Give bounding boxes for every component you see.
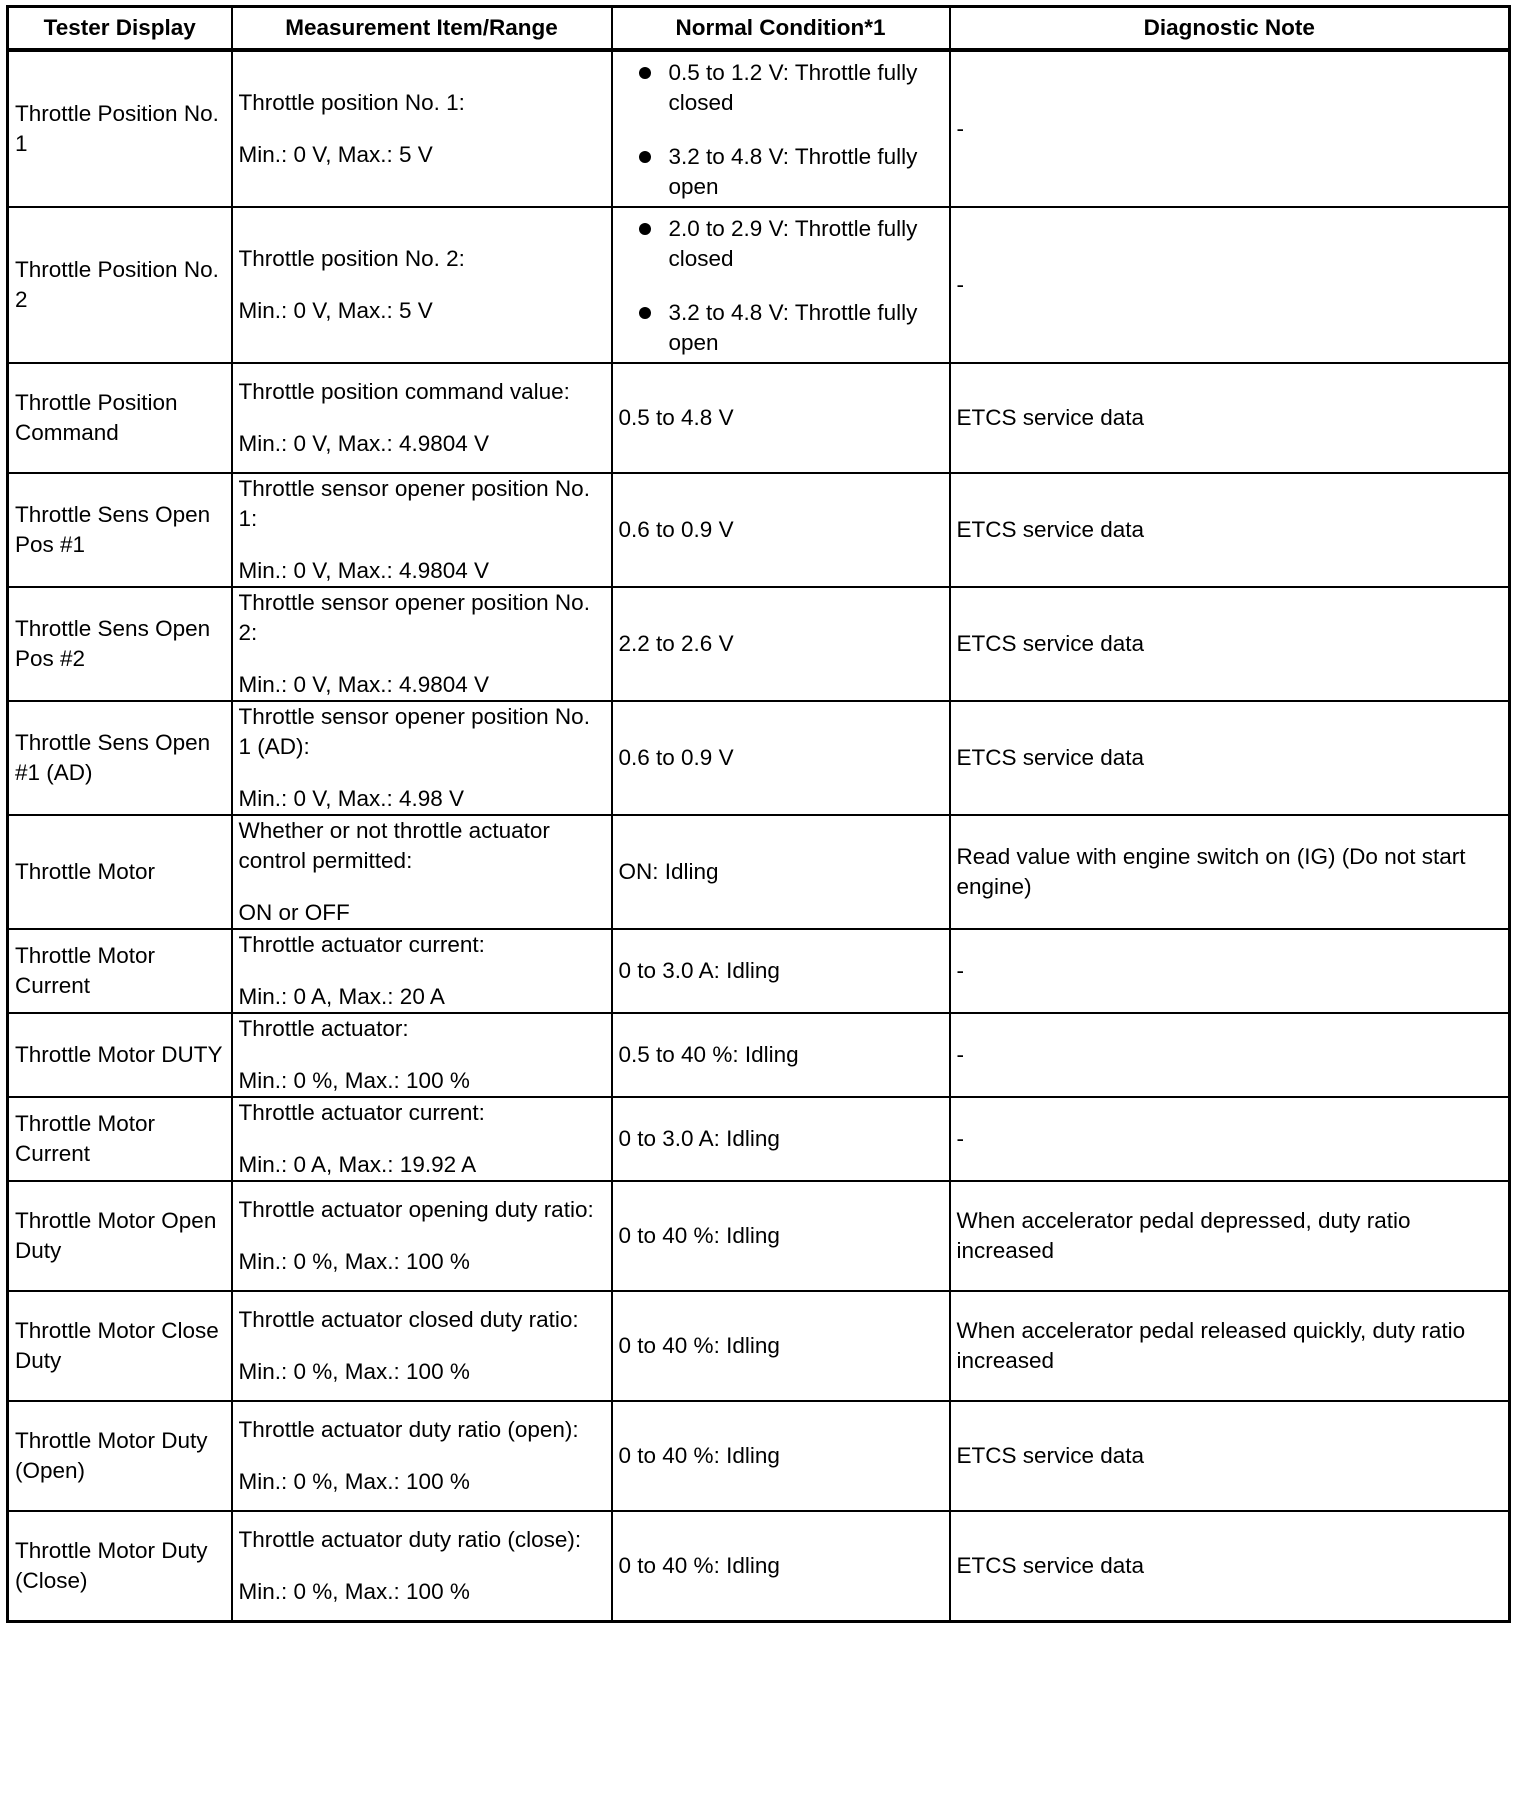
cell-diagnostic-note: -	[950, 929, 1510, 1013]
table-row	[8, 1181, 1510, 1291]
table-body	[8, 50, 1510, 1621]
measurement-range: Min.: 0 A, Max.: 19.92 A	[238, 1152, 477, 1177]
cell-tester-display: Throttle Position No. 2	[8, 207, 232, 363]
item-range-spacer	[239, 1445, 605, 1467]
measurement-item-label: Throttle sensor opener position No. 2:	[238, 590, 590, 645]
measurement-range: Min.: 0 %, Max.: 100 %	[238, 1359, 470, 1384]
cell-diagnostic-note: When accelerator pedal depressed, duty ratio increased	[950, 1181, 1510, 1291]
cell-diagnostic-note: ETCS service data	[950, 473, 1510, 587]
measurement-item-label: Throttle actuator closed duty ratio:	[238, 1307, 579, 1332]
cell-tester-display: Throttle Motor Duty (Open)	[8, 1401, 232, 1511]
table-row	[8, 1511, 1510, 1621]
table-row	[8, 207, 1510, 363]
cell-tester-display: Throttle Motor	[8, 815, 232, 929]
list-item	[619, 298, 943, 358]
measurement-item-label: Throttle actuator:	[238, 1016, 409, 1041]
cell-measurement-item	[232, 1401, 612, 1511]
cell-measurement-item	[232, 929, 612, 1013]
cell-tester-display: Throttle Sens Open Pos #1	[8, 473, 232, 587]
normal-condition-text: 3.2 to 4.8 V: Throttle fully open	[668, 300, 918, 355]
measurement-range: Min.: 0 V, Max.: 5 V	[238, 298, 433, 323]
cell-tester-display: Throttle Position Command	[8, 363, 232, 473]
cell-diagnostic-note: -	[950, 1013, 1510, 1097]
item-range-spacer	[239, 1555, 605, 1577]
table-row	[8, 473, 1510, 587]
item-range-spacer	[239, 876, 605, 898]
cell-normal-condition: 0 to 40 %: Idling	[612, 1511, 950, 1621]
item-range-spacer	[239, 1335, 605, 1357]
cell-normal-condition: 2.2 to 2.6 V	[612, 587, 950, 701]
header-tester-display: Tester Display	[8, 7, 232, 51]
header-normal-condition: Normal Condition*1	[612, 7, 950, 51]
cell-normal-condition: 0.5 to 4.8 V	[612, 363, 950, 473]
data-list-table-container	[6, 5, 1508, 1623]
measurement-item-label: Throttle actuator opening duty ratio:	[238, 1197, 594, 1222]
cell-diagnostic-note: -	[950, 50, 1510, 207]
cell-diagnostic-note: -	[950, 1097, 1510, 1181]
cell-normal-condition: 0 to 3.0 A: Idling	[612, 1097, 950, 1181]
cell-measurement-item	[232, 1511, 612, 1621]
bullet-icon	[639, 151, 651, 163]
cell-normal-condition: ON: Idling	[612, 815, 950, 929]
table-row	[8, 363, 1510, 473]
cell-normal-condition: 0 to 40 %: Idling	[612, 1181, 950, 1291]
measurement-range: ON or OFF	[238, 900, 350, 925]
cell-measurement-item	[232, 207, 612, 363]
bullet-icon	[639, 223, 651, 235]
measurement-item-label: Throttle actuator current:	[238, 932, 485, 957]
item-range-spacer	[239, 407, 605, 429]
item-range-spacer	[239, 1044, 605, 1066]
measurement-range: Min.: 0 V, Max.: 4.98 V	[238, 786, 465, 811]
measurement-range: Min.: 0 V, Max.: 5 V	[238, 142, 433, 167]
table-row	[8, 587, 1510, 701]
table-row	[8, 50, 1510, 207]
cell-diagnostic-note: ETCS service data	[950, 587, 1510, 701]
measurement-range: Min.: 0 V, Max.: 4.9804 V	[238, 558, 490, 583]
normal-condition-list	[619, 214, 943, 358]
cell-diagnostic-note: -	[950, 207, 1510, 363]
cell-normal-condition	[612, 50, 950, 207]
measurement-item-label: Throttle actuator current:	[238, 1100, 485, 1125]
cell-normal-condition: 0 to 40 %: Idling	[612, 1291, 950, 1401]
cell-tester-display: Throttle Position No. 1	[8, 50, 232, 207]
cell-tester-display: Throttle Motor Current	[8, 1097, 232, 1181]
measurement-range: Min.: 0 V, Max.: 4.9804 V	[238, 431, 490, 456]
cell-tester-display: Throttle Motor Close Duty	[8, 1291, 232, 1401]
cell-normal-condition: 0.6 to 0.9 V	[612, 473, 950, 587]
item-range-spacer	[239, 1128, 605, 1150]
measurement-item-label: Throttle actuator duty ratio (close):	[238, 1526, 582, 1552]
table-row	[8, 1097, 1510, 1181]
item-range-spacer	[239, 1225, 605, 1247]
measurement-item-label: Throttle sensor opener position No. 1 (AD):	[238, 704, 590, 759]
normal-condition-text: 0.5 to 1.2 V: Throttle fully closed	[668, 60, 918, 115]
cell-diagnostic-note: Read value with engine switch on (IG) (Do not start engine)	[950, 815, 1510, 929]
cell-measurement-item	[232, 1181, 612, 1291]
table-row	[8, 815, 1510, 929]
normal-condition-text: 2.0 to 2.9 V: Throttle fully closed	[668, 216, 918, 271]
cell-measurement-item	[232, 363, 612, 473]
cell-measurement-item	[232, 1291, 612, 1401]
cell-measurement-item	[232, 701, 612, 815]
item-range-spacer	[239, 534, 605, 556]
cell-measurement-item	[232, 1097, 612, 1181]
cell-tester-display: Throttle Motor Duty (Close)	[8, 1511, 232, 1621]
cell-normal-condition	[612, 207, 950, 363]
measurement-range: Min.: 0 V, Max.: 4.9804 V	[238, 672, 490, 697]
measurement-item-label: Whether or not throttle actuator control permitted:	[238, 818, 550, 873]
normal-condition-text: 3.2 to 4.8 V: Throttle fully open	[668, 144, 918, 199]
item-range-spacer	[239, 274, 605, 296]
list-item	[619, 142, 943, 202]
cell-tester-display: Throttle Motor Current	[8, 929, 232, 1013]
measurement-item-label: Throttle actuator duty ratio (open):	[238, 1417, 579, 1442]
table-row	[8, 1401, 1510, 1511]
table-row	[8, 1013, 1510, 1097]
item-range-spacer	[239, 960, 605, 982]
measurement-range: Min.: 0 %, Max.: 100 %	[238, 1249, 470, 1274]
cell-tester-display: Throttle Sens Open #1 (AD)	[8, 701, 232, 815]
cell-normal-condition: 0.6 to 0.9 V	[612, 701, 950, 815]
cell-measurement-item	[232, 473, 612, 587]
item-range-spacer	[239, 762, 605, 784]
cell-measurement-item	[232, 587, 612, 701]
measurement-item-label: Throttle position No. 1:	[238, 90, 465, 115]
table-row	[8, 1291, 1510, 1401]
table-row	[8, 701, 1510, 815]
cell-diagnostic-note: ETCS service data	[950, 701, 1510, 815]
cell-normal-condition: 0.5 to 40 %: Idling	[612, 1013, 950, 1097]
measurement-item-label: Throttle position No. 2:	[238, 246, 465, 271]
cell-measurement-item	[232, 1013, 612, 1097]
cell-diagnostic-note: ETCS service data	[950, 363, 1510, 473]
cell-normal-condition: 0 to 3.0 A: Idling	[612, 929, 950, 1013]
measurement-range: Min.: 0 %, Max.: 100 %	[238, 1578, 470, 1604]
measurement-range: Min.: 0 %, Max.: 100 %	[238, 1068, 470, 1093]
cell-tester-display: Throttle Motor Open Duty	[8, 1181, 232, 1291]
measurement-range: Min.: 0 %, Max.: 100 %	[238, 1469, 470, 1494]
list-item	[619, 214, 943, 274]
item-range-spacer	[239, 118, 605, 140]
measurement-item-label: Throttle position command value:	[238, 379, 570, 404]
bullet-icon	[639, 307, 651, 319]
cell-measurement-item	[232, 815, 612, 929]
bullet-icon	[639, 67, 651, 79]
cell-diagnostic-note: ETCS service data	[950, 1401, 1510, 1511]
cell-diagnostic-note: When accelerator pedal released quickly, duty ratio increased	[950, 1291, 1510, 1401]
header-measurement-item: Measurement Item/Range	[232, 7, 612, 51]
cell-diagnostic-note: ETCS service data	[950, 1511, 1510, 1621]
cell-normal-condition: 0 to 40 %: Idling	[612, 1401, 950, 1511]
cell-tester-display: Throttle Sens Open Pos #2	[8, 587, 232, 701]
table-row	[8, 929, 1510, 1013]
item-range-spacer	[239, 648, 605, 670]
cell-tester-display: Throttle Motor DUTY	[8, 1013, 232, 1097]
header-diagnostic-note: Diagnostic Note	[950, 7, 1510, 51]
table-header-row	[8, 7, 1510, 51]
list-item	[619, 58, 943, 118]
measurement-range: Min.: 0 A, Max.: 20 A	[238, 984, 445, 1009]
measurement-item-label: Throttle sensor opener position No. 1:	[238, 476, 590, 531]
normal-condition-list	[619, 58, 943, 202]
data-list-table	[6, 5, 1511, 1623]
cell-measurement-item	[232, 50, 612, 207]
